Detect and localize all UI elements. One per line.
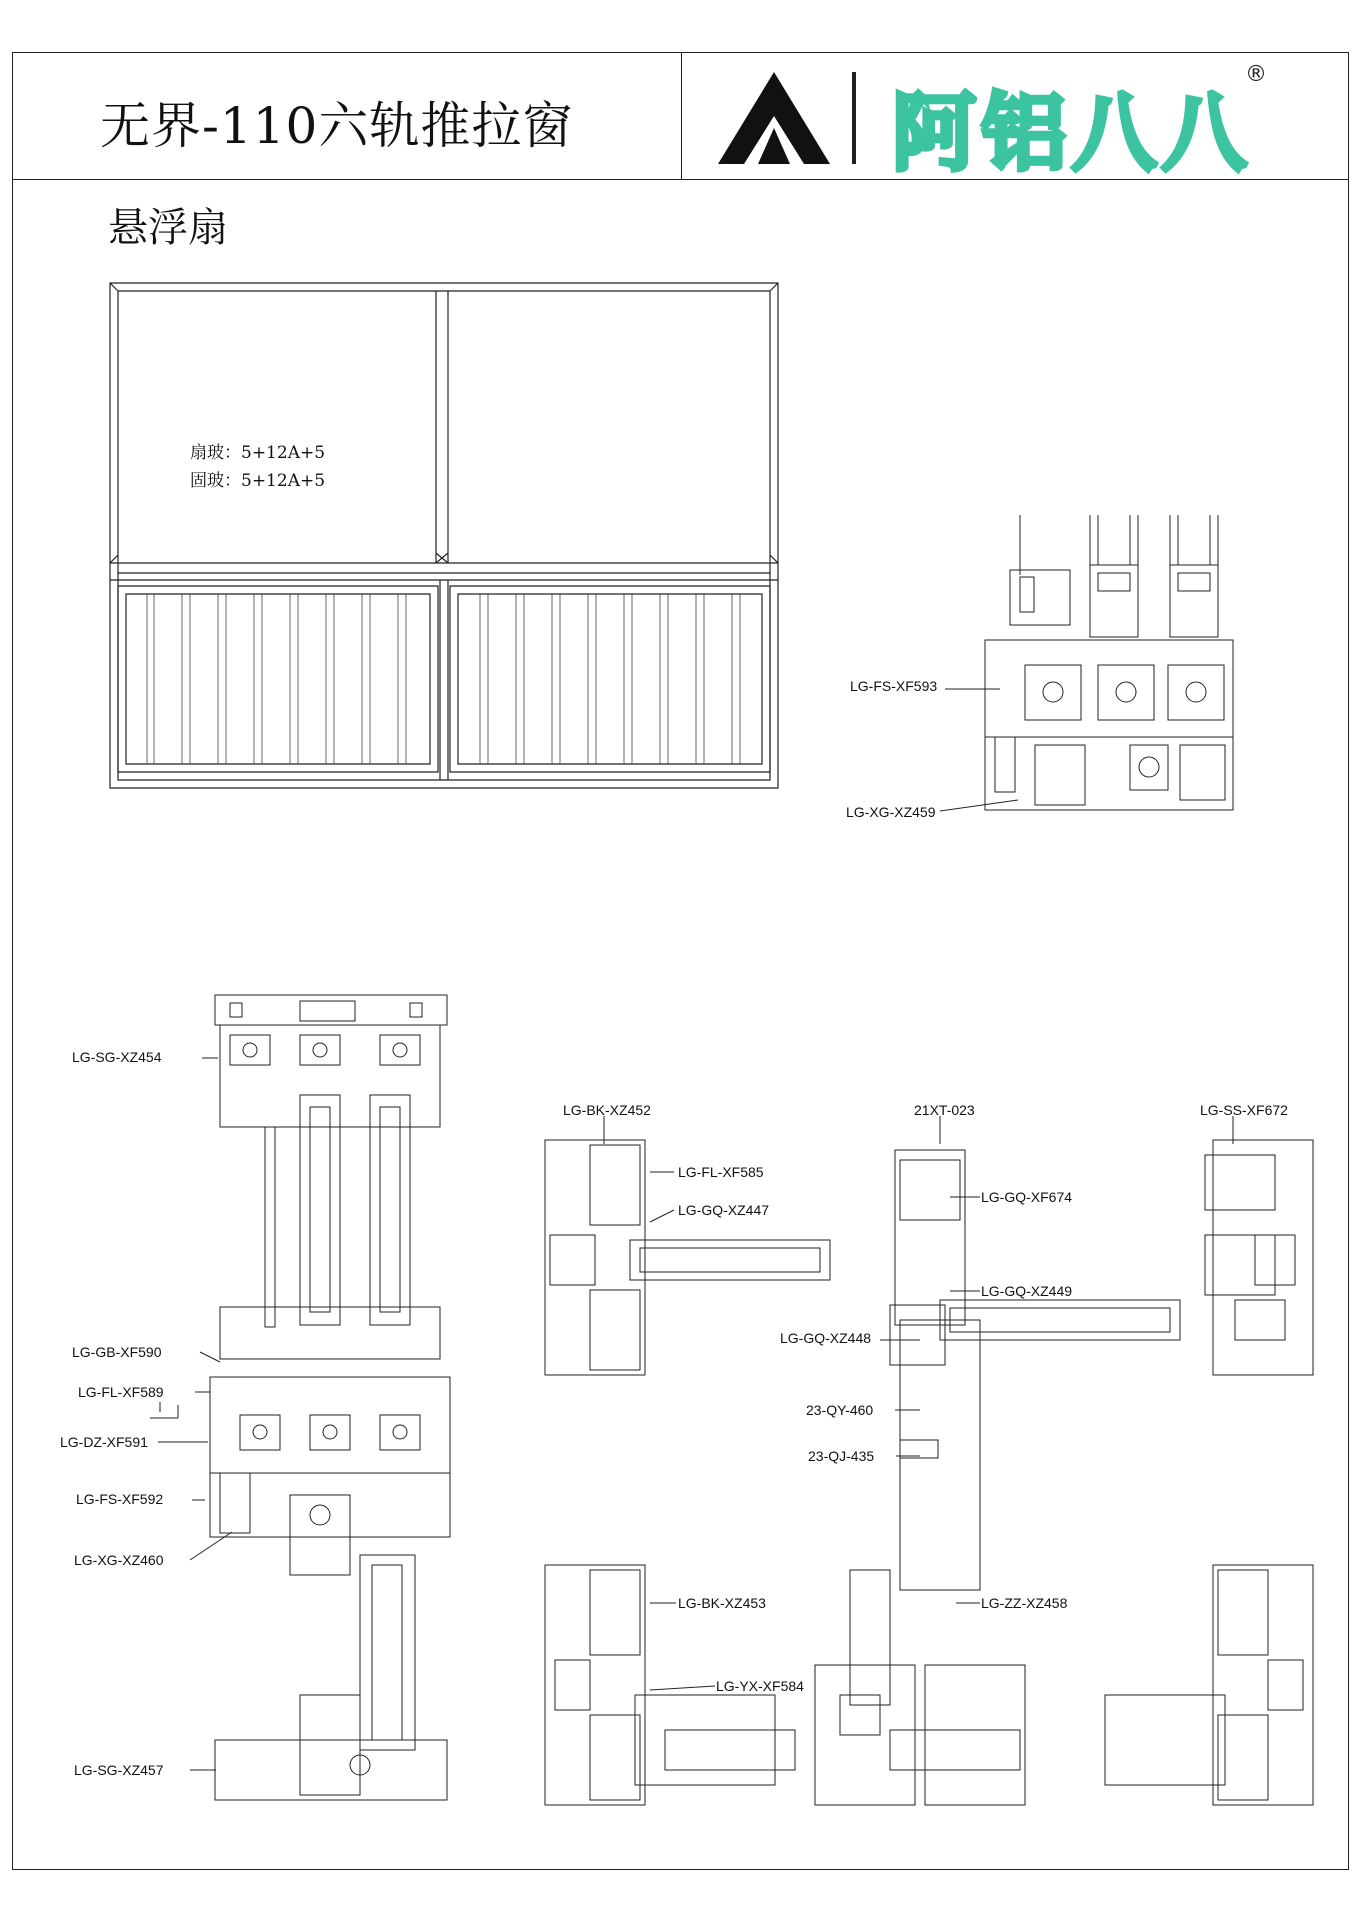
label-lg-bk-xz453: LG-BK-XZ453	[678, 1595, 766, 1611]
section-title: 悬浮扇	[108, 205, 228, 251]
label-lg-gq-xz447: LG-GQ-XZ447	[678, 1202, 770, 1218]
label-lg-yx-xf584: LG-YX-XF584	[716, 1678, 804, 1694]
label-lg-fs-xf592: LG-FS-XF592	[76, 1491, 164, 1507]
fixed-glass-note: 固玻：5+12A+5	[190, 471, 326, 491]
leader-lines-bottom	[640, 1590, 1000, 1710]
label-lg-dz-xf591: LG-DZ-XF591	[60, 1434, 148, 1450]
label-lg-gb-xf590: LG-GB-XF590	[72, 1344, 162, 1360]
label-lg-fl-xf589: LG-FL-XF589	[78, 1384, 164, 1400]
label-lg-sg-xz457: LG-SG-XZ457	[74, 1762, 164, 1778]
label-lg-gq-xz449: LG-GQ-XZ449	[981, 1283, 1073, 1299]
leader-lines-mid	[600, 1110, 1290, 1470]
label-23-qy-460: 23-QY-460	[806, 1402, 874, 1418]
leader-lines-left	[150, 1040, 230, 1780]
window-elevation	[110, 283, 778, 788]
label-lg-gq-xz448: LG-GQ-XZ448	[780, 1330, 872, 1346]
label-lg-gq-xf674: LG-GQ-XF674	[981, 1189, 1073, 1205]
label-lg-xg-xz460: LG-XG-XZ460	[74, 1552, 164, 1568]
louver-lines	[147, 594, 740, 764]
label-lg-sg-xz454: LG-SG-XZ454	[72, 1049, 162, 1065]
brand-logo-icon	[718, 72, 830, 164]
label-23-qj-435: 23-QJ-435	[808, 1448, 875, 1464]
label-lg-fs-xf593: LG-FS-XF593	[850, 678, 938, 694]
product-title: 无界-110六轨推拉窗	[100, 97, 574, 155]
label-lg-ss-xf672: LG-SS-XF672	[1200, 1102, 1288, 1118]
label-lg-xg-xz459: LG-XG-XZ459	[846, 804, 936, 820]
label-lg-zz-xz458: LG-ZZ-XZ458	[981, 1595, 1068, 1611]
label-lg-bk-xz452: LG-BK-XZ452	[563, 1102, 651, 1118]
label-21xt-023: 21XT-023	[914, 1102, 975, 1118]
brand-name: 阿铝八八	[892, 84, 1253, 182]
title-block-divider	[681, 52, 682, 180]
sash-glass-note: 扇玻：5+12A+5	[190, 443, 326, 463]
logo-separator	[852, 72, 856, 164]
label-lg-fl-xf585: LG-FL-XF585	[678, 1164, 764, 1180]
vertical-section-detail	[210, 995, 450, 1805]
registered-mark: ®	[1245, 62, 1267, 87]
leader-lines-top-right	[940, 680, 1020, 820]
